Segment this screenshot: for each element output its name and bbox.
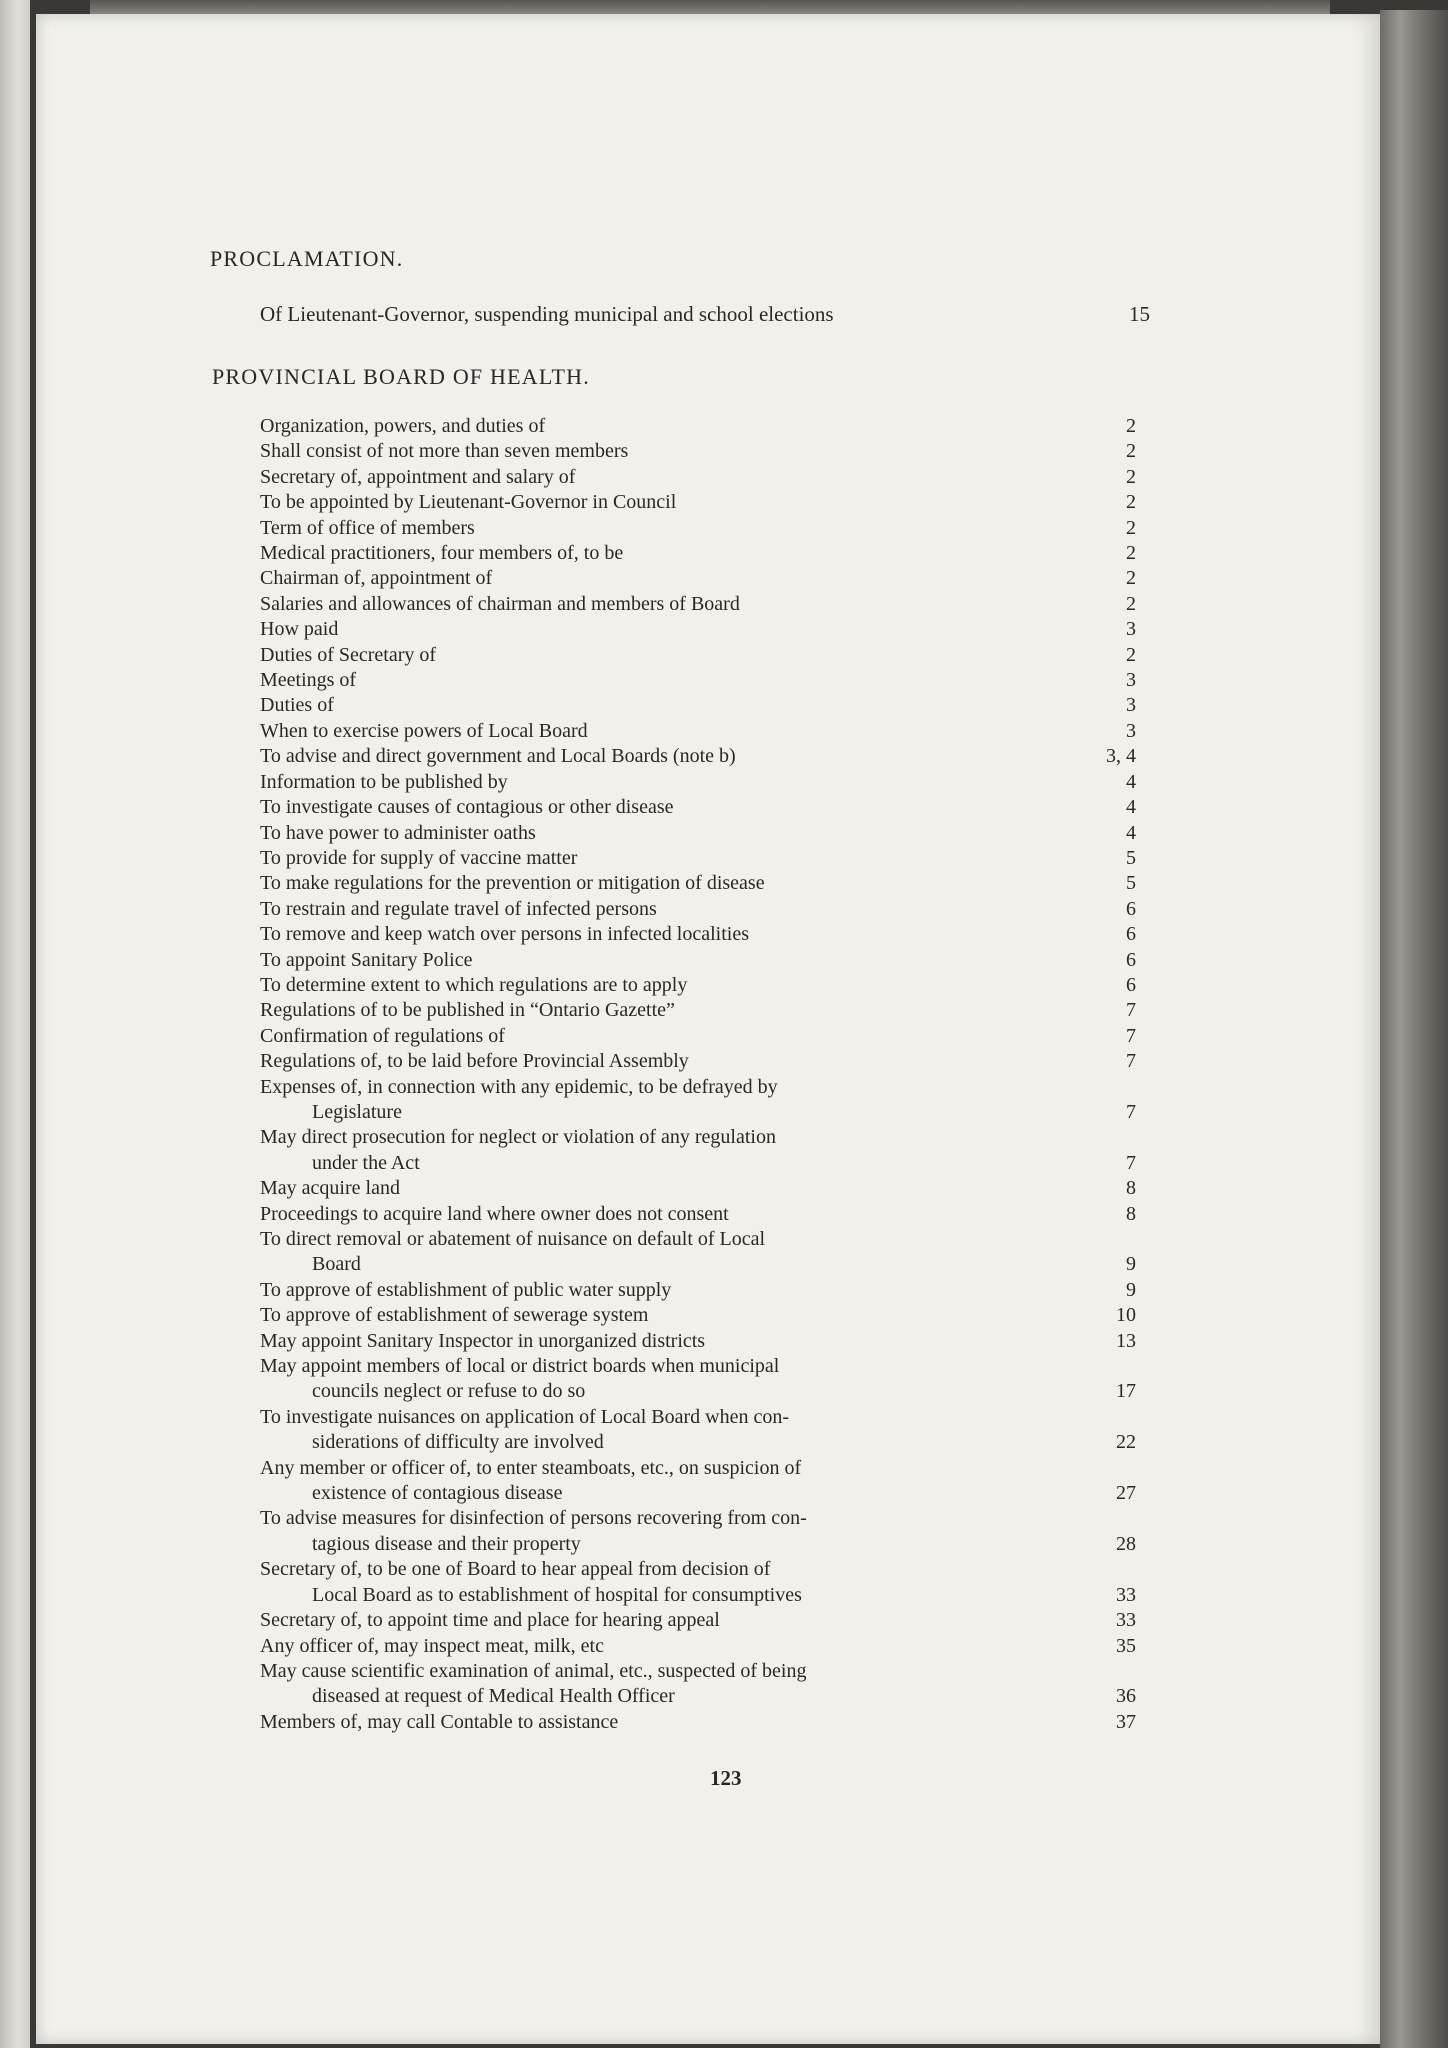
- entry-text: Of Lieutenant-Governor, suspending municipal and school elections: [260, 302, 834, 326]
- entry-text: To advise and direct government and Local Boards (note b): [260, 745, 736, 768]
- entry-text-block: [236, 617, 1072, 642]
- entry-page: 13: [1116, 1329, 1136, 1352]
- index-entry: [236, 439, 1136, 464]
- index-entry: [236, 1227, 1136, 1278]
- index-entry: [236, 871, 1136, 896]
- entry-page: 2: [1126, 643, 1136, 666]
- entry-text-block: [236, 1354, 1072, 1405]
- adjacent-page-edge: [0, 0, 30, 2048]
- entry-text-block: [236, 1506, 1072, 1557]
- entry-text-block: [236, 846, 1072, 871]
- entry-text-block: [236, 1227, 1072, 1278]
- index-entry: [236, 998, 1136, 1023]
- index-entry: [236, 566, 1136, 591]
- entry-text: Proceedings to acquire land where owner does not consent: [260, 1202, 729, 1225]
- entry-page: 2: [1126, 567, 1136, 590]
- entry-text-block: [236, 541, 1072, 566]
- entry-page: 6: [1126, 897, 1136, 920]
- entry-text: Medical practitioners, four members of, to be: [260, 542, 624, 565]
- index-entry: [236, 516, 1136, 541]
- entry-text: How paid: [260, 618, 339, 641]
- entry-page: 9: [1126, 1253, 1136, 1276]
- entry-text: To provide for supply of vaccine matter: [260, 846, 578, 869]
- index-entry: [236, 490, 1136, 515]
- entry-text-block: [236, 439, 1072, 464]
- entry-text: To advise measures for disinfection of persons recovering from con-: [260, 1507, 807, 1530]
- entry-text: To remove and keep watch over persons in infected localities: [260, 923, 749, 946]
- index-entry: [236, 414, 1136, 439]
- entry-text-block: [236, 744, 1072, 769]
- index-entry: [236, 643, 1136, 668]
- entry-text: Term of office of members: [260, 516, 475, 539]
- entry-text-block: [236, 1075, 1072, 1126]
- entry-text: Information to be published by: [260, 770, 508, 793]
- entry-text: May acquire land: [260, 1177, 400, 1200]
- entry-text-block: [236, 1329, 1072, 1354]
- entry-page: 17: [1116, 1380, 1136, 1403]
- index-entry: [236, 973, 1136, 998]
- entry-text-block: [236, 973, 1072, 998]
- entry-page: 3: [1126, 669, 1136, 692]
- entry-text: To investigate causes of contagious or other disease: [260, 796, 674, 819]
- entry-page: 4: [1126, 796, 1136, 819]
- entry-text: To be appointed by Lieutenant-Governor in Council: [260, 491, 677, 514]
- entry-text: To appoint Sanitary Police: [260, 948, 473, 971]
- entry-continuation: existence of contagious disease: [312, 1482, 563, 1505]
- entry-text: Organization, powers, and duties of: [260, 415, 546, 437]
- index-entry: [236, 770, 1136, 795]
- book-page: [36, 14, 1380, 2044]
- entry-page: 2: [1126, 516, 1136, 539]
- entry-page: 27: [1116, 1482, 1136, 1505]
- entry-text-block: [236, 643, 1072, 668]
- entry-text-block: [236, 1608, 1072, 1633]
- entry-text: Meetings of: [260, 669, 357, 692]
- entry-text-block: [236, 821, 1072, 846]
- index-entry: [236, 668, 1136, 693]
- entry-page: 8: [1126, 1177, 1136, 1200]
- entry-page: 6: [1126, 948, 1136, 971]
- entry-page: 7: [1126, 1100, 1136, 1123]
- index-entry: [236, 795, 1136, 820]
- entry-text-block: [236, 1557, 1072, 1608]
- index-entry: [236, 465, 1136, 490]
- index-entry: [236, 1278, 1136, 1303]
- index-entry: [236, 592, 1136, 617]
- entry-page: 33: [1116, 1609, 1136, 1632]
- index-entry: [236, 897, 1136, 922]
- entry-text-block: [236, 1710, 1072, 1735]
- entry-text-block: [236, 1303, 1072, 1328]
- entry-page: 9: [1126, 1278, 1136, 1301]
- entry-page: 7: [1126, 1151, 1136, 1174]
- entry-text-block: [236, 922, 1072, 947]
- entry-page: 3: [1126, 694, 1136, 717]
- entry-text-block: [236, 414, 1072, 439]
- entry-text: To determine extent to which regulations are to apply: [260, 973, 688, 996]
- index-entry: [236, 1354, 1136, 1405]
- entry-text: To approve of establishment of public water supply: [260, 1278, 672, 1301]
- entry-page: 7: [1126, 1050, 1136, 1073]
- entry-text-block: [236, 566, 1072, 591]
- entry-page: 3: [1126, 719, 1136, 742]
- entry-page: 5: [1126, 846, 1136, 869]
- entry-text-block: [236, 1049, 1072, 1074]
- entry-text: Any officer of, may inspect meat, milk, etc: [260, 1634, 604, 1657]
- entry-continuation: Legislature: [312, 1100, 402, 1123]
- entry-text-block: [236, 897, 1072, 922]
- entry-text: To make regulations for the prevention or mitigation of disease: [260, 872, 765, 895]
- section-heading-proclamation: PROCLAMATION.: [210, 246, 404, 271]
- entry-text-block: [236, 871, 1072, 896]
- entry-continuation: tagious disease and their property: [312, 1532, 581, 1555]
- index-entry: [236, 1659, 1136, 1710]
- index-entry: [236, 1608, 1136, 1633]
- entry-page: 7: [1126, 999, 1136, 1022]
- book-spine-shadow: [1380, 10, 1448, 2048]
- index-entry: [236, 1557, 1136, 1608]
- entry-page: 28: [1116, 1532, 1136, 1555]
- index-entry: [236, 948, 1136, 973]
- index-entry: [236, 1176, 1136, 1201]
- index-entry: [236, 693, 1136, 718]
- entry-page: 2: [1126, 542, 1136, 565]
- index-entry: [236, 1506, 1136, 1557]
- entry-page: 4: [1126, 770, 1136, 793]
- entry-text: Members of, may call Contable to assistance: [260, 1710, 619, 1733]
- entry-text-block: [236, 516, 1072, 541]
- entry-text-block: [236, 668, 1072, 693]
- entry-page: 10: [1116, 1304, 1136, 1327]
- entry-text: Chairman of, appointment of: [260, 567, 493, 590]
- index-entry: [236, 1405, 1136, 1456]
- entry-page: 6: [1126, 923, 1136, 946]
- entry-page: 3: [1126, 618, 1136, 641]
- index-entry: [236, 1202, 1136, 1227]
- entry-text-block: [236, 1456, 1072, 1507]
- entry-text-block: [236, 1659, 1072, 1710]
- entry-page: 2: [1126, 465, 1136, 488]
- entry-text-block: [236, 1125, 1072, 1176]
- index-entry: [236, 719, 1136, 744]
- index-entry: [236, 1329, 1136, 1354]
- entry-page: 22: [1116, 1431, 1136, 1454]
- entry-text-block: [236, 490, 1072, 515]
- index-entry: [236, 1710, 1136, 1735]
- entry-page: 5: [1126, 872, 1136, 895]
- entry-page: 6: [1126, 973, 1136, 996]
- entry-text-block: [236, 1176, 1072, 1201]
- entry-page: 37: [1116, 1710, 1136, 1733]
- entry-page: 2: [1126, 491, 1136, 514]
- index-entry: [236, 1075, 1136, 1126]
- entry-text: To direct removal or abatement of nuisance on default of Local: [260, 1228, 766, 1250]
- entry-continuation: councils neglect or refuse to do so: [312, 1380, 586, 1403]
- index-entry: [236, 922, 1136, 947]
- entry-text-block: [236, 1278, 1072, 1303]
- entry-text: Expenses of, in connection with any epidemic, to be defrayed by: [260, 1075, 778, 1098]
- entry-continuation: Local Board as to establishment of hospital for consumptives: [312, 1583, 802, 1606]
- entry-text: May appoint members of local or district boards when municipal: [260, 1355, 780, 1378]
- entry-text-block: [236, 1405, 1072, 1456]
- entry-text: Shall consist of not more than seven members: [260, 440, 629, 463]
- entry-text: May direct prosecution for neglect or violation of any regulation: [260, 1126, 776, 1149]
- index-entry: [236, 1303, 1136, 1328]
- entry-page: 2: [1126, 592, 1136, 615]
- entry-page: 15: [1129, 302, 1150, 326]
- entry-continuation: Board: [312, 1253, 361, 1276]
- entry-text-block: [236, 1634, 1072, 1659]
- entry-page: 33: [1116, 1583, 1136, 1606]
- entry-text: Secretary of, appointment and salary of: [260, 465, 576, 488]
- index-entry: [236, 1456, 1136, 1507]
- entry-text-block: [236, 592, 1072, 617]
- entry-text: To have power to administer oaths: [260, 821, 536, 844]
- entry-continuation: under the Act: [312, 1151, 420, 1174]
- index-entry: [236, 541, 1136, 566]
- entry-text-block: [236, 465, 1072, 490]
- entry-text-block: [236, 1024, 1072, 1049]
- entry-continuation: diseased at request of Medical Health Officer: [312, 1685, 675, 1708]
- entry-text: Salaries and allowances of chairman and members of Board: [260, 592, 740, 615]
- entry-page: 8: [1126, 1202, 1136, 1225]
- entry-page: 3, 4: [1106, 745, 1136, 768]
- index-entry: [236, 744, 1136, 769]
- entry-text-block: [236, 795, 1072, 820]
- entry-text-block: [236, 693, 1072, 718]
- index-entry: [236, 821, 1136, 846]
- entry-text: Secretary of, to appoint time and place for hearing appeal: [260, 1609, 720, 1632]
- entry-page: 4: [1126, 821, 1136, 844]
- index-entry: [236, 1024, 1136, 1049]
- entry-text: Confirmation of regulations of: [260, 1024, 505, 1047]
- section-heading-board-of-health: PROVINCIAL BOARD OF HEALTH.: [212, 364, 590, 389]
- page-content: [36, 14, 1380, 2044]
- entry-continuation: siderations of difficulty are involved: [312, 1431, 604, 1454]
- entry-text: Duties of: [260, 694, 334, 717]
- entry-text: May cause scientific examination of animal, etc., suspected of being: [260, 1659, 807, 1682]
- entry-text: Regulations of, to be laid before Provincial Assembly: [260, 1050, 689, 1073]
- index-entry: [260, 302, 1150, 327]
- entry-text: May appoint Sanitary Inspector in unorganized districts: [260, 1329, 706, 1352]
- index-entry: [236, 1049, 1136, 1074]
- index-entry: [236, 617, 1136, 642]
- entry-text: Secretary of, to be one of Board to hear appeal from decision of: [260, 1558, 771, 1581]
- entry-text: Any member or officer of, to enter steamboats, etc., on suspicion of: [260, 1456, 802, 1479]
- index-entries: [236, 414, 1136, 1735]
- page-number: 123: [710, 1766, 742, 1790]
- entry-text-block: [236, 998, 1072, 1023]
- entry-text-block: [236, 770, 1072, 795]
- entry-text: When to exercise powers of Local Board: [260, 719, 588, 742]
- entry-text: To approve of establishment of sewerage system: [260, 1304, 649, 1327]
- index-entry: [236, 1125, 1136, 1176]
- entry-text-block: [236, 1202, 1072, 1227]
- entry-text-block: [236, 719, 1072, 744]
- entry-text: Duties of Secretary of: [260, 643, 437, 666]
- entry-page: 7: [1126, 1024, 1136, 1047]
- index-entry: [236, 846, 1136, 871]
- entry-page: 36: [1116, 1685, 1136, 1708]
- entry-text-block: [236, 948, 1072, 973]
- entry-page: 2: [1126, 440, 1136, 463]
- entry-page: 2: [1126, 415, 1136, 437]
- index-entry: [236, 1634, 1136, 1659]
- entry-text: To restrain and regulate travel of infected persons: [260, 897, 657, 920]
- entry-text: Regulations of to be published in “Ontario Gazette”: [260, 999, 675, 1022]
- entry-text: To investigate nuisances on application of Local Board when con-: [260, 1405, 789, 1428]
- entry-page: 35: [1116, 1634, 1136, 1657]
